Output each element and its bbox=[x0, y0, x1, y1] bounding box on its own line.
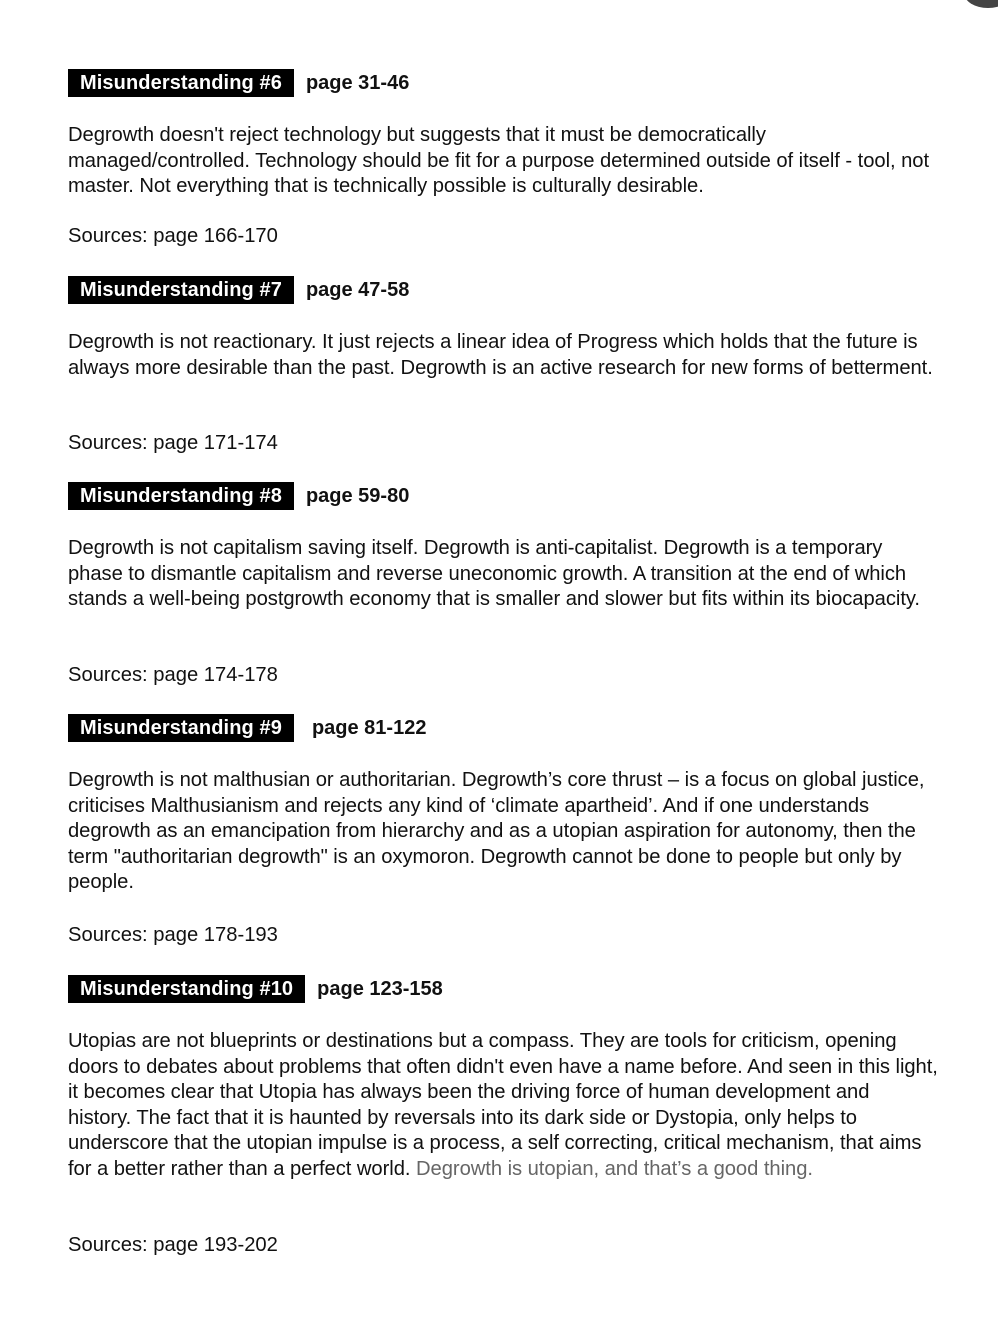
misunderstanding-tag: Misunderstanding #9 bbox=[68, 714, 294, 742]
misunderstanding-tag: Misunderstanding #7 bbox=[68, 276, 294, 304]
section-body-main: Utopias are not blueprints or destinations but a compass. They are tools for criticism, opening doors to debates about problems that often didn't even have a name before. And seen in this light, it becomes clear that Utopia has always been the driving force of human development and history. The fact that it is haunted by reversals into its dark side or Dystopia, only helps to underscore that the utopian impulse is a process, a self correcting, critical mechanism, that aims for a better rather than a perfect world. bbox=[68, 1030, 938, 1180]
section-body-tail: Degrowth is utopian, and that’s a good thing. bbox=[416, 1157, 813, 1180]
sources-line: Sources: page 178-193 bbox=[68, 924, 278, 946]
section-misunderstanding-6 bbox=[68, 69, 938, 247]
section-heading bbox=[68, 276, 938, 304]
page-range: page 123-158 bbox=[317, 978, 443, 1000]
page-range: page 81-122 bbox=[311, 717, 427, 739]
sources-line: Sources: page 174-178 bbox=[68, 664, 278, 686]
section-heading bbox=[68, 482, 938, 510]
section-heading bbox=[68, 69, 938, 97]
section-body: Degrowth doesn't reject technology but suggests that it must be democratically managed/controlled. Technology should be fit for a purpose determined outside of itself - tool, not master. Not everything that is technically possible is culturally desirable. bbox=[68, 124, 930, 197]
misunderstanding-tag: Misunderstanding #8 bbox=[68, 482, 294, 510]
page-range: page 47-58 bbox=[305, 279, 410, 301]
sources-line: Sources: page 171-174 bbox=[68, 432, 278, 454]
sources-line: Sources: page 166-170 bbox=[68, 225, 278, 247]
sources-line: Sources: page 193-202 bbox=[68, 1234, 278, 1256]
section-body: Degrowth is not capitalism saving itself. Degrowth is anti-capitalist. Degrowth is a temporary phase to dismantle capitalism and reverse uneconomic growth. A transition at the end of which stands a well-being postgrowth economy that is smaller and slower but fits within its biocapacity. bbox=[68, 537, 920, 610]
section-body: Degrowth is not malthusian or authoritarian. Degrowth’s core thrust – is a focus on global justice, criticises Malthusianism and rejects any kind of ‘climate apartheid’. And if one understands degrowth as an emancipation from hierarchy and as a utopian aspiration for autonomy, then the term "authoritarian degrowth" is an oxymoron. Degrowth cannot be done to people but only by people. bbox=[68, 769, 925, 893]
section-misunderstanding-7 bbox=[68, 276, 938, 454]
section-misunderstanding-8 bbox=[68, 482, 938, 686]
misunderstanding-tag: Misunderstanding #6 bbox=[68, 69, 294, 97]
section-misunderstanding-9 bbox=[68, 714, 938, 946]
page-range: page 31-46 bbox=[305, 72, 410, 94]
section-body bbox=[68, 1029, 938, 1182]
section-body: Degrowth is not reactionary. It just rejects a linear idea of Progress which holds that the future is always more desirable than the past. Degrowth is an active research for new forms of betterment. bbox=[68, 331, 933, 379]
page-range: page 59-80 bbox=[305, 485, 410, 507]
section-heading bbox=[68, 975, 938, 1003]
section-misunderstanding-10 bbox=[68, 975, 938, 1256]
misunderstanding-tag: Misunderstanding #10 bbox=[68, 975, 305, 1003]
section-heading bbox=[68, 714, 938, 742]
